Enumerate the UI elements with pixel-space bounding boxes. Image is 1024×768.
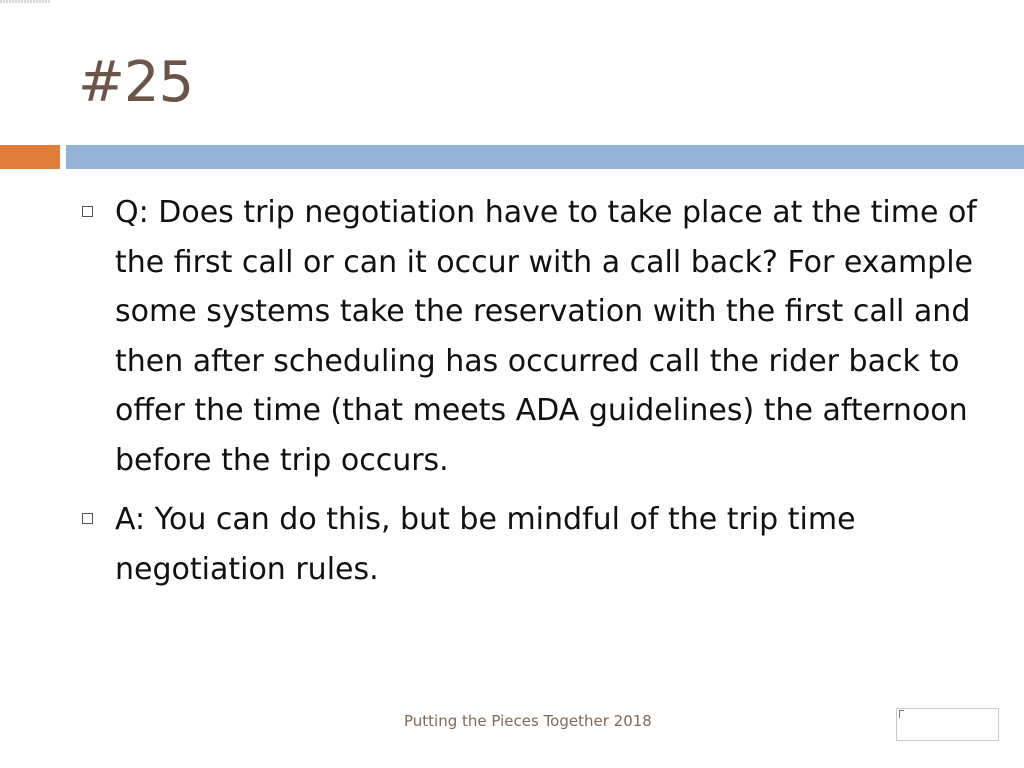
question-bullet [80, 188, 980, 485]
slide-title: #25 [78, 50, 194, 115]
footer-text: Putting the Pieces Together 2018 [404, 712, 652, 730]
answer-text: A: You can do this, but be mindful of the trip time negotiation rules. [115, 502, 856, 587]
slide-number-placeholder [896, 708, 999, 741]
bullet-list [80, 188, 980, 604]
placeholder-corner-icon [899, 710, 904, 718]
answer-bullet [80, 495, 980, 594]
title-accent-bar-blue [66, 145, 1024, 169]
title-accent-bar-orange [0, 145, 60, 169]
slide-corner-marker [0, 0, 50, 3]
hollow-square-bullet-icon [82, 206, 93, 217]
question-text: Q: Does trip negotiation have to take place at the time of the first call or can it occur with a call back? For example some systems take the reservation with the first call and then after scheduling has occurred call the rider back to offer the time (that meets ADA guidelines) the afternoon before the trip occurs. [115, 195, 977, 478]
hollow-square-bullet-icon [82, 513, 93, 524]
